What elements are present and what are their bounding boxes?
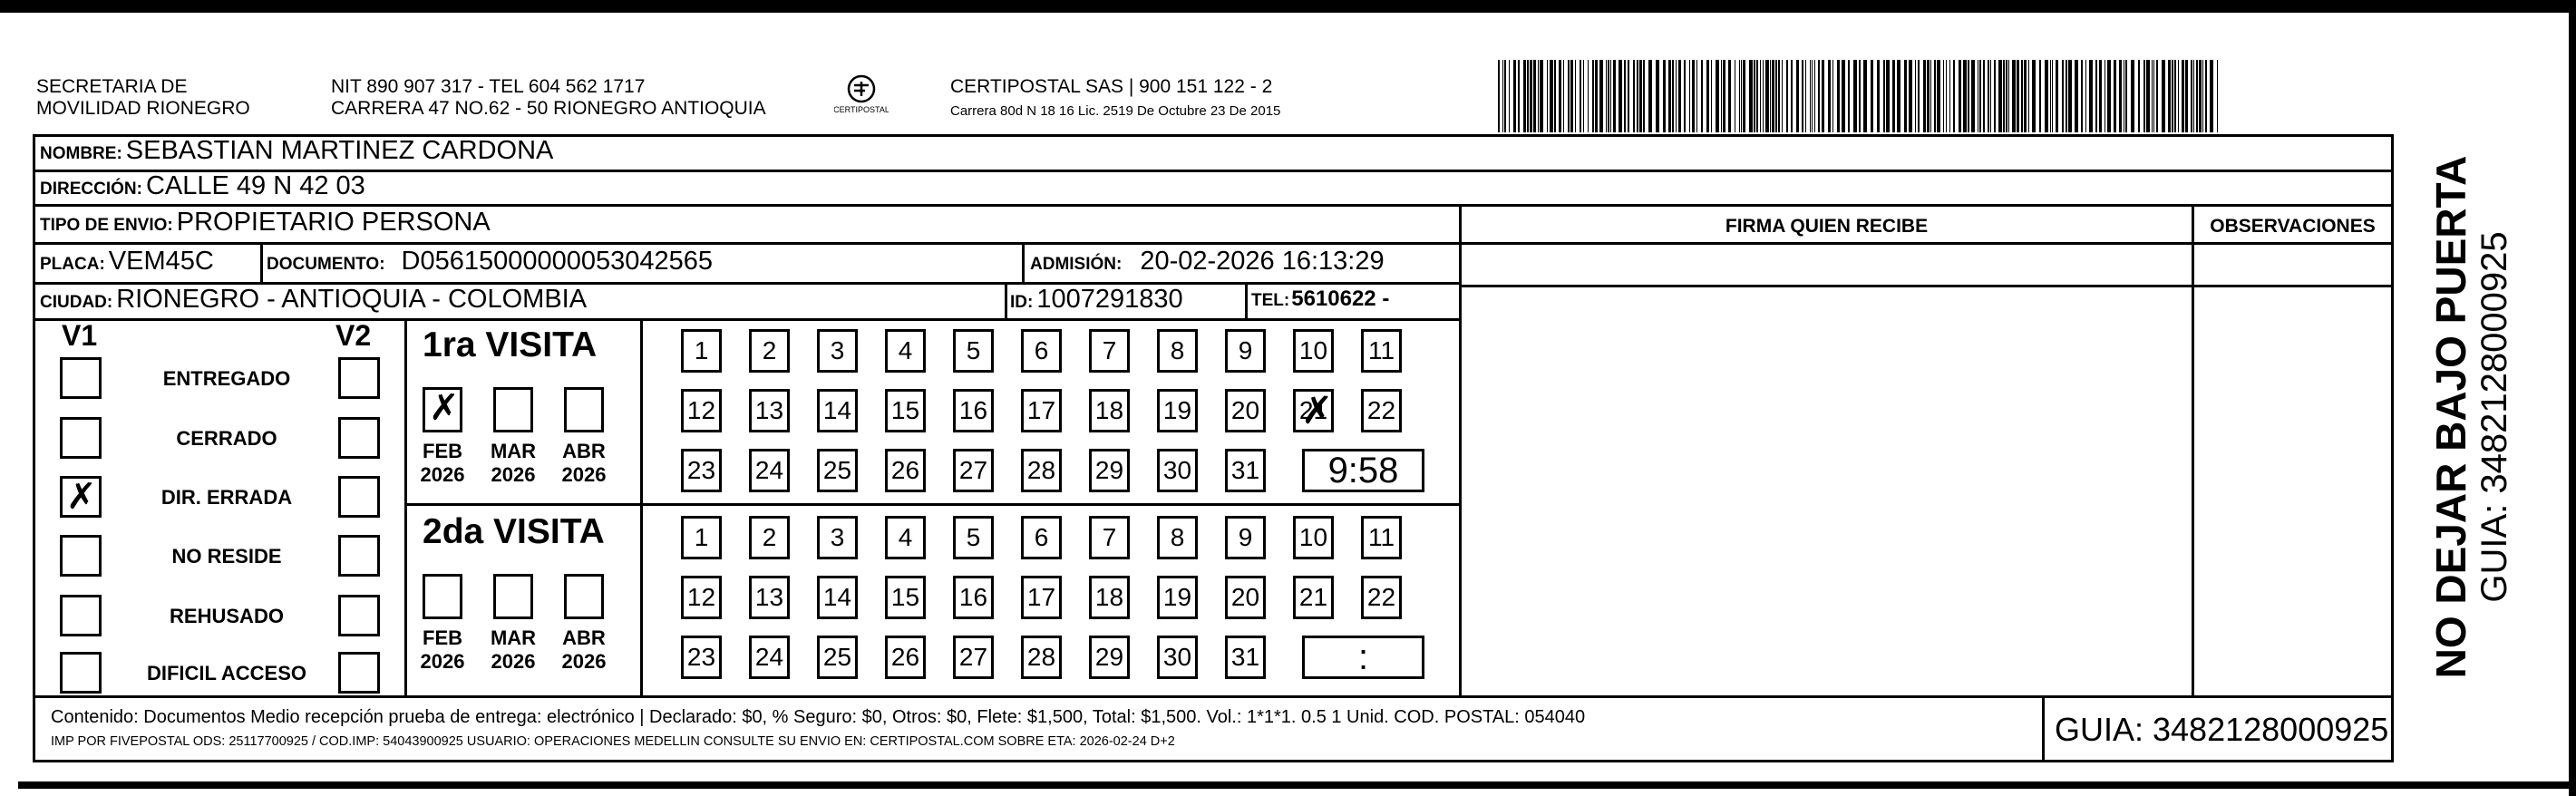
day-box[interactable]: 7 [1089,329,1130,373]
guia-number: GUIA: 3482128000925 [2055,711,2389,748]
day-box[interactable]: 3 [817,329,858,373]
day-box[interactable]: 10 [1293,329,1334,373]
rule-admision [1022,242,1025,282]
rule-3 [33,242,2394,245]
time-field[interactable]: : [1302,636,1424,679]
admision-value: 20-02-2026 16:13:29 [1140,247,1385,276]
day-box[interactable]: 5 [953,516,994,559]
day-box[interactable]: 20 [1225,576,1266,619]
day-box[interactable]: 1 [681,516,722,559]
certipostal-logo [834,73,889,118]
day-box[interactable]: 27 [953,636,994,679]
day-box[interactable]: 24 [749,636,790,679]
day-box[interactable]: 11 [1361,329,1402,373]
day-box[interactable]: 4 [885,329,926,373]
svg-text:CERTIPOSTAL: CERTIPOSTAL [834,105,889,114]
side-panel [2403,155,2539,679]
v2-checkbox[interactable] [338,535,380,577]
day-box[interactable]: 31 [1225,449,1266,492]
rule-obs-left [2192,204,2194,695]
v1-checkbox[interactable] [60,357,102,399]
day-box[interactable]: 28 [1021,449,1062,492]
day-box[interactable]: 2 [749,329,790,373]
rule-1 [33,170,2394,172]
barcode [1498,60,2221,132]
v1-checkbox[interactable] [60,535,102,577]
day-box[interactable]: 23 [681,449,722,492]
courier-address: Carrera 80d N 18 16 Lic. 2519 De Octubre 23 De 2015 [950,103,1281,119]
v2-checkbox[interactable] [338,595,380,636]
rule-months [640,318,643,695]
month-name: FEB [423,626,462,649]
day-box[interactable]: 9 [1225,516,1266,559]
sender-line2: MOVILIDAD RIONEGRO [36,98,250,119]
day-box[interactable]: 18 [1089,389,1130,432]
contenido-text: Contenido: Documentos Medio recepción prueba de entrega: electrónico | Declarado: $0, % Seguro: $0, Otros: $0, Flete: $1,500, Total: $1,500. Vol.: 1*1*1. 0.5 1 Unid. COD. POSTAL: 054040 [51,707,1586,727]
day-box[interactable]: 5 [953,329,994,373]
observaciones-header: OBSERVACIONES [2210,216,2376,237]
rule-placa [260,242,263,282]
month-checkbox[interactable] [423,574,462,619]
day-box[interactable]: 16 [953,576,994,619]
day-box[interactable]: 16 [953,389,994,432]
tel-label: TEL: [1251,291,1290,310]
rule-guia [2042,695,2045,760]
observaciones-area[interactable] [2196,287,2389,694]
month-year: 2026 [491,650,536,673]
direccion-label: DIRECCIÓN: [40,180,142,199]
documento-row [267,247,713,277]
no-dejar-warning: NO DEJAR BAJO PUERTA [2427,155,2474,679]
month-name: ABR [562,440,606,462]
tipo-label: TIPO DE ENVIO: [40,216,173,235]
courier-line: CERTIPOSTAL SAS | 900 151 122 - 2 [950,76,1273,97]
v1-checkbox[interactable] [60,476,102,518]
day-box[interactable]: 19 [1157,576,1198,619]
day-box[interactable]: 12 [681,576,722,619]
day-box[interactable]: 7 [1089,516,1130,559]
v1-checkbox[interactable] [60,417,102,459]
month-checkbox[interactable] [423,387,462,432]
status-label: NO RESIDE [171,545,282,568]
day-box[interactable]: 26 [885,636,926,679]
rule-id [1005,282,1007,318]
month-label [481,626,545,674]
day-grid [681,329,1402,492]
day-box[interactable]: 10 [1293,516,1334,559]
day-box[interactable]: 22 [1361,389,1402,432]
day-box[interactable]: 6 [1021,329,1062,373]
day-box[interactable]: 30 [1157,449,1198,492]
id-label: ID: [1010,293,1034,312]
day-box[interactable]: 14 [817,576,858,619]
firma-header: FIRMA QUIEN RECIBE [1725,216,1929,237]
nombre-label: NOMBRE: [40,144,122,163]
month-year: 2026 [420,463,465,486]
v2-checkbox[interactable] [338,476,380,518]
id-value: 1007291830 [1036,285,1183,314]
v2-checkbox[interactable] [338,417,380,459]
id-row [1010,285,1183,315]
rule-visit-split [406,503,1462,506]
day-box[interactable]: 28 [1021,636,1062,679]
day-box[interactable]: 21 ✗ [1293,389,1334,432]
day-box[interactable]: 27 [953,449,994,492]
rule-left [33,134,35,762]
month-label [552,440,616,487]
month-checkbox[interactable] [564,387,604,432]
tel-value: 5610622 - [1291,286,1390,311]
rule-status [404,318,407,695]
day-box[interactable]: 31 [1225,636,1266,679]
day-box[interactable]: 29 [1089,636,1130,679]
placa-value: VEM45C [108,247,214,276]
v1-header: V1 [62,319,98,352]
month-name: MAR [490,440,537,462]
month-checkbox[interactable] [564,574,604,619]
v2-checkbox[interactable] [338,357,380,399]
rule-tel [1245,282,1248,318]
day-box[interactable]: 29 [1089,449,1130,492]
status-label: ENTREGADO [162,367,291,390]
direccion-row [40,171,365,201]
side-guia: GUIA: 3482128000925 [2474,231,2514,603]
day-box[interactable]: 1 [681,329,722,373]
day-box[interactable]: 19 [1157,389,1198,432]
signature-area[interactable] [1464,287,2190,694]
month-year: 2026 [491,463,536,486]
ciudad-value: RIONEGRO - ANTIOQUIA - COLOMBIA [116,285,588,314]
placa-label: PLACA: [40,255,105,274]
visit-title: 1ra VISITA [423,325,598,364]
day-box[interactable]: 8 [1157,329,1198,373]
status-label: DIR. ERRADA [160,486,293,509]
check-mark-icon: ✗ [429,387,460,429]
imp-line: IMP POR FIVEPOSTAL ODS: 25117700925 / COD.IMP: 54043900925 USUARIO: OPERACIONES MEDELLIN CONSULTE SU ENVIO EN: CERTIPOSTAL.COM SOBRE ETA: 2026-02-24 D+2 [51,734,1175,749]
day-box[interactable]: 6 [1021,516,1062,559]
placa-row [40,247,214,277]
documento-label: DOCUMENTO: [267,255,385,274]
month-name: FEB [423,440,462,462]
nit-line: NIT 890 907 317 - TEL 604 562 1717 [331,76,646,97]
day-box[interactable]: 12 [681,389,722,432]
sender-line1: SECRETARIA DE [36,76,188,97]
status-label: DIFICIL ACCESO [146,662,306,684]
day-box[interactable]: 13 [749,389,790,432]
day-box[interactable]: 9 [1225,329,1266,373]
day-box[interactable]: 25 [817,636,858,679]
day-box[interactable]: 15 [885,576,926,619]
day-box[interactable]: 3 [817,516,858,559]
day-box[interactable]: 4 [885,516,926,559]
day-box[interactable]: 22 [1361,576,1402,619]
rule-right [2391,134,2394,762]
day-box[interactable]: 14 [817,389,858,432]
day-box[interactable]: 13 [749,576,790,619]
tipo-row [40,208,491,238]
rule-5 [33,318,1462,321]
status-label: REHUSADO [170,605,284,627]
check-mark-icon: ✗ [66,476,97,518]
day-box[interactable]: 15 [885,389,926,432]
day-box[interactable]: 11 [1361,516,1402,559]
tipo-value: PROPIETARIO PERSONA [176,208,491,237]
documento-value: D05615000000053042565 [401,247,714,276]
rule-bottom [33,760,2394,762]
ciudad-label: CIUDAD: [40,293,113,312]
v2-header: V2 [335,319,372,352]
day-box[interactable]: 17 [1021,576,1062,619]
rule-sig-left [1459,204,1462,695]
direccion-value: CALLE 49 N 42 03 [145,171,365,200]
address-line: CARRERA 47 NO.62 - 50 RIONEGRO ANTIOQUIA [331,98,766,119]
month-name: ABR [562,626,606,649]
admision-row [1030,247,1385,277]
day-box[interactable]: 23 [681,636,722,679]
day-box[interactable]: 18 [1089,576,1130,619]
time-field[interactable]: 9:58 [1302,449,1424,492]
month-name: MAR [490,626,537,649]
month-checkbox[interactable] [493,574,533,619]
month-label [411,626,474,674]
v2-checkbox[interactable] [338,652,380,694]
nombre-value: SEBASTIAN MARTINEZ CARDONA [125,136,554,165]
right-border [2569,0,2576,796]
ciudad-row [40,285,587,315]
top-border [0,0,2576,13]
month-label [552,626,616,674]
admision-label: ADMISIÓN: [1030,255,1123,274]
day-box[interactable]: 30 [1157,636,1198,679]
rule-2 [33,204,2394,207]
month-year: 2026 [561,650,607,673]
day-box[interactable]: 25 [817,449,858,492]
status-label: CERRADO [176,427,277,450]
day-box[interactable]: 17 [1021,389,1062,432]
day-box[interactable]: 2 [749,516,790,559]
day-box[interactable]: 21 [1293,576,1334,619]
month-label [481,440,545,487]
day-box[interactable]: 26 [885,449,926,492]
visit-title: 2da VISITA [423,512,605,551]
day-box[interactable]: 24 [749,449,790,492]
day-box[interactable]: 20 [1225,389,1266,432]
day-box[interactable]: 8 [1157,516,1198,559]
day-grid [681,516,1402,679]
rule-footer [33,695,2394,698]
month-checkbox[interactable] [493,387,533,432]
month-label [411,440,474,487]
tel-row [1251,286,1389,312]
month-year: 2026 [420,650,465,673]
v1-checkbox[interactable] [60,652,102,694]
month-year: 2026 [561,463,607,486]
bottom-border [18,781,2576,789]
v1-checkbox[interactable] [60,595,102,636]
nombre-row [40,136,553,166]
